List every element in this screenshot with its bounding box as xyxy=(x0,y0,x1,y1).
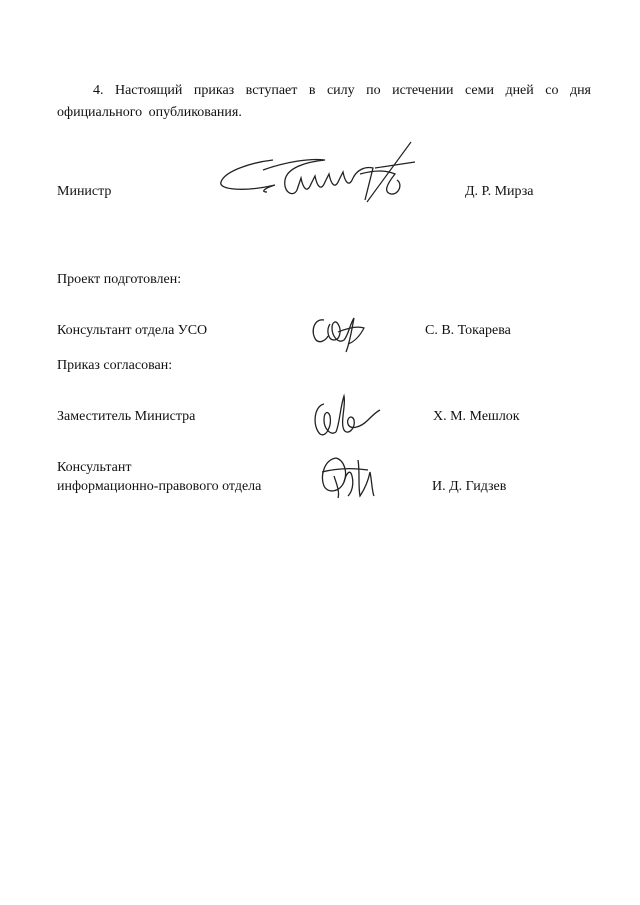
minister-title: Министр xyxy=(57,184,112,199)
minister-name: Д. Р. Мирза xyxy=(465,184,534,199)
consultant-position-line2: информационно-правового отдела xyxy=(57,479,262,494)
deputy-position: Заместитель Министра xyxy=(57,409,196,424)
paragraph-number: 4. xyxy=(93,83,104,98)
deputy-name: Х. М. Мешлок xyxy=(433,409,520,424)
consultant-position-line1: Консультант xyxy=(57,460,132,475)
deputy-signature xyxy=(310,392,385,442)
prepared-name: С. В. Токарева xyxy=(425,323,511,338)
prepared-position: Консультант отдела УСО xyxy=(57,323,208,338)
minister-signature xyxy=(215,140,420,215)
prepared-signature xyxy=(308,310,368,355)
paragraph-text: Настоящий приказ вступает в силу по истечении семи дней со дня официального опубликования. xyxy=(57,83,591,120)
prepared-heading: Проект подготовлен: xyxy=(57,272,182,287)
agreed-heading: Приказ согласован: xyxy=(57,358,173,373)
consultant-signature xyxy=(318,452,378,502)
order-paragraph xyxy=(57,80,591,124)
consultant-name: И. Д. Гидзев xyxy=(432,479,507,494)
